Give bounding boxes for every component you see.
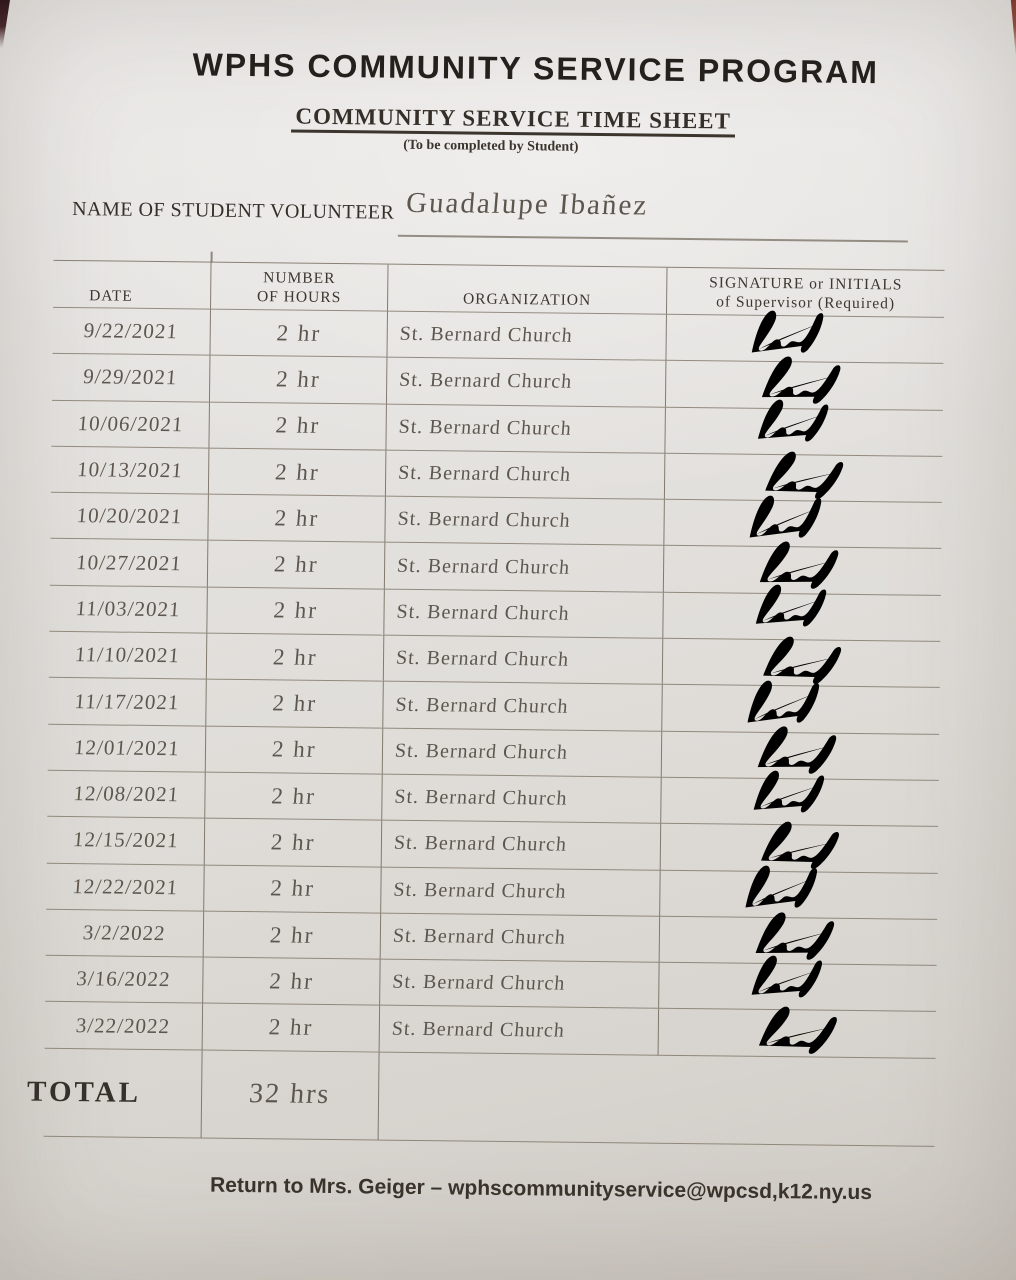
hours-cell: 2 hr [208,402,386,450]
organization-cell: St. Bernard Church [382,682,662,731]
hours-cell: 2 hr [205,726,383,774]
header-hours: NUMBER OF HOURS [210,263,388,312]
total-value: 32 hrs [248,1078,333,1111]
name-label: NAME OF STUDENT VOLUNTEER [72,198,395,224]
hours-cell: 2 hr [207,541,385,589]
hours-cell: 2 hr [204,819,382,867]
date-cell: 3/2/2022 [46,910,204,958]
hours-cell: 2 hr [205,680,383,728]
hours-cell: 2 hr [208,448,386,496]
total-signature-cell [657,1055,936,1146]
organization-cell: St. Bernard Church [385,404,665,453]
organization-cell: St. Bernard Church [386,312,666,361]
sheet-subtitle: COMMUNITY SERVICE TIME SHEET [5,100,1016,138]
organization-cell: St. Bernard Church [381,821,661,870]
hours-cell: 2 hr [203,911,381,959]
date-cell: 3/16/2022 [45,956,203,1004]
hours-cell: 2 hr [209,356,387,404]
organization-cell: St. Bernard Church [380,867,660,916]
total-row [26,1049,202,1139]
date-cell: 10/06/2021 [51,400,209,448]
hours-cell: 2 hr [206,587,384,635]
date-cell: 9/29/2021 [52,354,210,402]
organization-cell: St. Bernard Church [379,960,659,1009]
organization-cell: St. Bernard Church [384,543,664,592]
date-cell: 11/03/2021 [49,586,207,634]
hours-cell: 2 hr [202,958,380,1006]
total-organization-cell [378,1052,658,1143]
sheet-note: (To be completed by Student) [403,137,579,155]
date-cell: 12/22/2021 [46,863,204,911]
supervisor-signature-icon [749,394,854,448]
organization-cell: St. Bernard Church [383,589,663,638]
date-cell: 10/27/2021 [50,539,208,587]
date-cell: 11/17/2021 [48,678,206,726]
organization-cell: St. Bernard Church [383,636,663,685]
organization-cell: St. Bernard Church [382,728,662,777]
student-name-value: Guadalupe Ibañez [404,186,650,222]
hours-cell: 2 hr [203,865,381,913]
header-signature: SIGNATURE or INITIALS of Supervisor (Required) [666,268,945,318]
organization-cell: St. Bernard Church [381,775,661,824]
date-cell: 11/10/2021 [49,632,207,680]
program-title: WPHS COMMUNITY SERVICE PROGRAM [192,46,880,91]
hours-cell: 2 hr [202,1004,380,1052]
organization-cell: St. Bernard Church [386,358,666,407]
name-underline [398,235,908,243]
date-cell: 9/22/2021 [52,308,210,356]
total-label: TOTAL [26,1075,142,1109]
supervisor-signature-icon [750,999,864,1063]
hours-cell: 2 hr [206,634,384,682]
date-cell: 10/20/2021 [50,493,208,541]
hours-cell: 2 hr [207,495,385,543]
footer-note: Return to Mrs. Geiger – wphscommunityservice@wpcsd,k12.ny.us [209,1173,873,1205]
date-cell: 10/13/2021 [51,447,209,495]
service-table [26,260,945,1147]
date-cell: 12/01/2021 [48,724,206,772]
header-organization: ORGANIZATION [387,265,667,315]
date-cell: 3/22/2022 [45,1002,203,1050]
total-hours-cell [201,1050,379,1140]
date-cell: 12/08/2021 [47,771,205,819]
date-cell: 12/15/2021 [47,817,205,865]
header-date: DATE [53,261,211,310]
supervisor-signature-icon [745,764,850,818]
hours-cell: 2 hr [204,773,382,821]
supervisor-signature-icon [747,579,852,633]
organization-cell: St. Bernard Church [385,450,665,499]
organization-cell: St. Bernard Church [380,913,660,962]
organization-cell: St. Bernard Church [379,1006,659,1055]
supervisor-signature-icon [743,949,848,1003]
organization-cell: St. Bernard Church [384,497,664,546]
hours-cell: 2 hr [209,310,387,358]
signature-cell [658,1009,937,1058]
